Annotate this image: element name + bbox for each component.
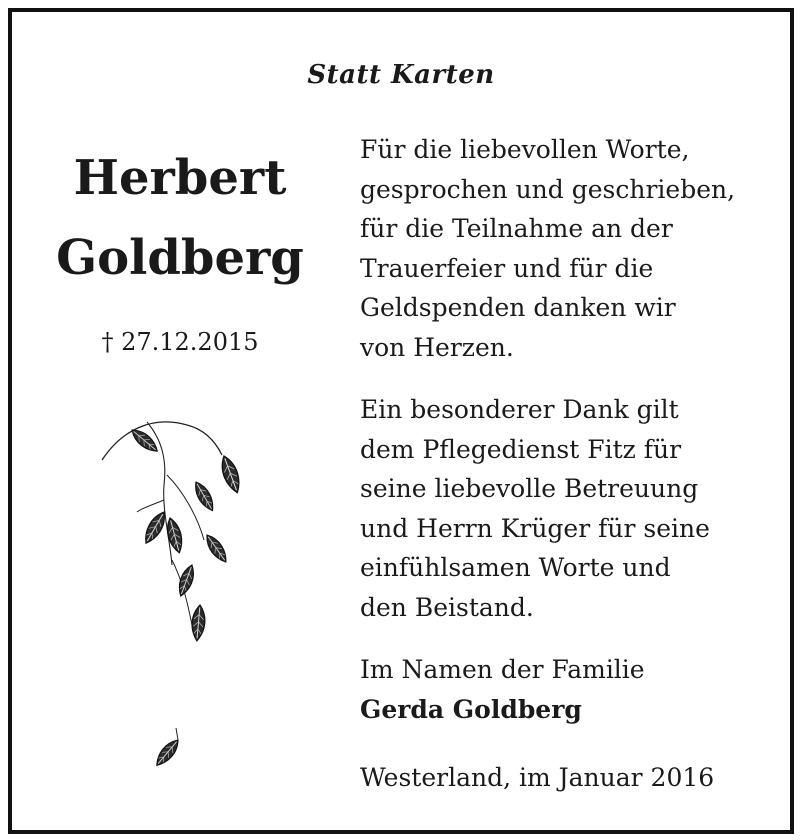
special-thanks-paragraph (360, 390, 780, 627)
place-date-line: Westerland, im Januar 2016 (360, 763, 715, 792)
text-line: dem Pflegedienst Fitz für (360, 434, 682, 464)
deceased-last-name: Goldberg (56, 230, 304, 286)
text-line: Für die liebevollen Worte, (360, 135, 690, 164)
text-line: den Beistand. (360, 592, 534, 622)
heading: Statt Karten (307, 60, 495, 90)
death-date: † 27.12.2015 (101, 328, 259, 356)
text-line: für die Teilnahme an der (360, 214, 673, 243)
signature-intro: Im Namen der Familie (360, 655, 645, 684)
signature-name: Gerda Goldberg (360, 694, 582, 724)
obituary-card (8, 8, 794, 834)
text-line: einfühlsamen Worte und (360, 553, 671, 582)
text-line: gesprochen und geschrieben, (360, 174, 736, 204)
text-line: Geldspenden danken wir (360, 293, 676, 322)
text-line: von Herzen. (360, 332, 514, 362)
birch-branch-icon (92, 400, 262, 790)
text-line: seine liebevolle Betreuung (360, 474, 699, 503)
signature (360, 650, 780, 729)
thanks-paragraph (360, 130, 780, 367)
text-line: und Herrn Krüger für seine (360, 513, 710, 543)
place-date (360, 758, 780, 798)
deceased-first-name: Herbert (73, 150, 287, 206)
text-line: Trauerfeier und für die (360, 253, 654, 283)
text-line: Ein besonderer Dank gilt (360, 395, 679, 424)
